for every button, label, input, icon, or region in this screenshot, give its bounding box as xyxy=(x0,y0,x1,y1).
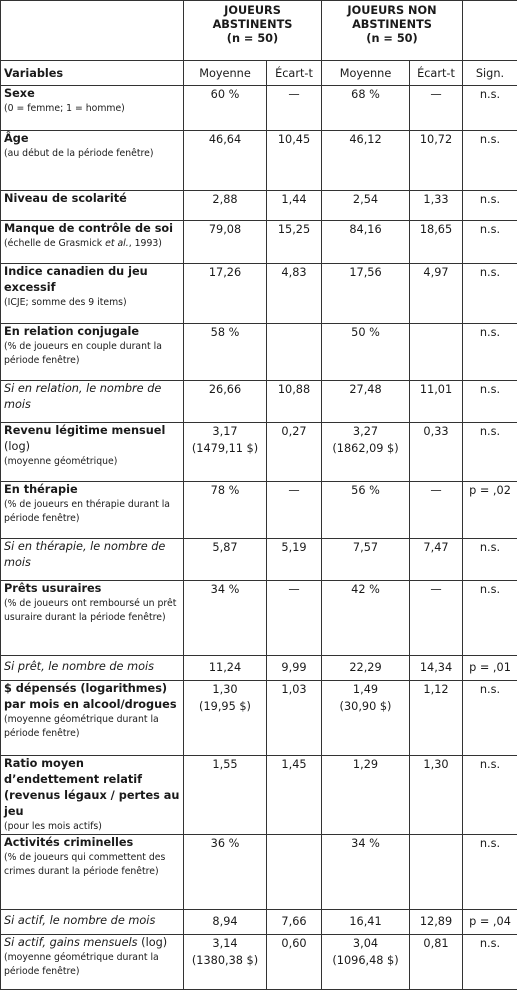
variable-name: Si actif, le nombre de mois xyxy=(4,913,180,929)
group-header-non-abstinents xyxy=(322,1,463,61)
variable-cell xyxy=(1,581,184,656)
significance: n.s. xyxy=(463,191,517,221)
mean-abstinents: 17,26 xyxy=(184,264,267,324)
variable-cell xyxy=(1,131,184,191)
sd-non-abstinents: 14,34 xyxy=(410,656,463,681)
significance: p = ,02 xyxy=(463,482,517,539)
variable-name: Prêts usuraires xyxy=(4,581,180,597)
mean-dollar-value: (1479,11 $) xyxy=(187,440,263,457)
table-row xyxy=(1,935,517,990)
sd-non-abstinents: 1,12 xyxy=(410,681,463,756)
variable-name: Si prêt, le nombre de mois xyxy=(4,659,180,675)
note-italic: et al. xyxy=(105,238,129,249)
mean-abstinents: 36 % xyxy=(184,835,267,910)
group-header-abstinents xyxy=(184,1,322,61)
mean-non-abstinents: 7,57 xyxy=(322,539,410,581)
header-sd-non-abstinents: Écart-t xyxy=(410,61,463,86)
significance: n.s. xyxy=(463,581,517,656)
variable-cell xyxy=(1,681,184,756)
sd-abstinents: 1,45 xyxy=(267,756,322,835)
variable-name xyxy=(4,423,180,455)
group-non-abstinents-line1: JOUEURS NON xyxy=(325,4,459,18)
mean-non-abstinents: 84,16 xyxy=(322,221,410,264)
significance: n.s. xyxy=(463,221,517,264)
variable-name-italic: Si actif, gains mensuels xyxy=(4,936,138,949)
mean-non-abstinents: 17,56 xyxy=(322,264,410,324)
variable-note: (au début de la période fenêtre) xyxy=(4,147,180,161)
significance: n.s. xyxy=(463,756,517,835)
header-mean-abstinents: Moyenne xyxy=(184,61,267,86)
variable-name: Si en relation, le nombre de mois xyxy=(4,381,180,413)
variable-note xyxy=(4,237,180,251)
variable-name xyxy=(4,935,180,951)
variable-cell xyxy=(1,910,184,935)
mean-abstinents xyxy=(184,681,267,756)
sd-abstinents: 4,83 xyxy=(267,264,322,324)
variable-cell xyxy=(1,656,184,681)
mean-non-abstinents: 68 % xyxy=(322,86,410,131)
mean-abstinents xyxy=(184,423,267,482)
mean-non-abstinents: 16,41 xyxy=(322,910,410,935)
empty-sig-header-cell xyxy=(463,1,517,61)
variable-note: (moyenne géométrique durant la période fenêtre) xyxy=(4,951,180,979)
mean-dollar-value: (30,90 $) xyxy=(325,698,406,715)
significance: n.s. xyxy=(463,86,517,131)
variable-cell xyxy=(1,835,184,910)
mean-non-abstinents: 1,29 xyxy=(322,756,410,835)
mean-dollar-value: (1380,38 $) xyxy=(187,952,263,969)
variable-cell xyxy=(1,264,184,324)
variable-name: Si en thérapie, le nombre de mois xyxy=(4,539,180,571)
variable-note: (pour les mois actifs) xyxy=(4,820,180,834)
mean-abstinents: 26,66 xyxy=(184,381,267,423)
variable-note: (0 = femme; 1 = homme) xyxy=(4,102,180,116)
group-non-abstinents-line2: ABSTINENTS xyxy=(325,18,459,32)
table-row xyxy=(1,423,517,482)
sd-abstinents: 1,03 xyxy=(267,681,322,756)
variable-cell xyxy=(1,191,184,221)
significance: n.s. xyxy=(463,681,517,756)
mean-non-abstinents: 22,29 xyxy=(322,656,410,681)
significance: n.s. xyxy=(463,131,517,191)
sd-non-abstinents xyxy=(410,324,463,381)
variable-note: (moyenne géométrique durant la période fenêtre) xyxy=(4,713,180,741)
significance: n.s. xyxy=(463,935,517,990)
variable-cell xyxy=(1,482,184,539)
mean-non-abstinents: 2,54 xyxy=(322,191,410,221)
variable-name: Ratio moyen d’endettement relatif (revenus légaux / pertes au jeu xyxy=(4,756,180,820)
mean-abstinents: 11,24 xyxy=(184,656,267,681)
sd-non-abstinents: 4,97 xyxy=(410,264,463,324)
sd-abstinents: 10,88 xyxy=(267,381,322,423)
variable-name: $ dépensés (logarithmes) par mois en alcool/drogues xyxy=(4,681,180,713)
mean-log-value: 1,49 xyxy=(325,681,406,698)
table-row xyxy=(1,86,517,131)
table-row xyxy=(1,756,517,835)
table-row xyxy=(1,221,517,264)
table-row xyxy=(1,324,517,381)
header-mean-non-abstinents: Moyenne xyxy=(322,61,410,86)
significance: n.s. xyxy=(463,264,517,324)
mean-abstinents: 34 % xyxy=(184,581,267,656)
sd-abstinents: 1,44 xyxy=(267,191,322,221)
variable-note: (ICJE; somme des 9 items) xyxy=(4,296,180,310)
sd-non-abstinents: — xyxy=(410,482,463,539)
variable-cell xyxy=(1,935,184,990)
mean-log-value: 3,14 xyxy=(187,935,263,952)
mean-dollar-value: (1096,48 $) xyxy=(325,952,406,969)
variable-name: Indice canadien du jeu excessif xyxy=(4,264,180,296)
table-row xyxy=(1,482,517,539)
group-abstinents-n: (n = 50) xyxy=(187,32,318,46)
variable-cell xyxy=(1,539,184,581)
sd-abstinents: 9,99 xyxy=(267,656,322,681)
table-row xyxy=(1,581,517,656)
mean-log-value: 3,27 xyxy=(325,423,406,440)
group-abstinents-line1: JOUEURS xyxy=(187,4,318,18)
column-header-row xyxy=(1,61,517,86)
variable-name: En thérapie xyxy=(4,482,180,498)
sd-abstinents xyxy=(267,835,322,910)
table-row xyxy=(1,656,517,681)
significance: n.s. xyxy=(463,381,517,423)
note-text: , 1993) xyxy=(129,238,162,249)
mean-non-abstinents xyxy=(322,935,410,990)
variable-cell xyxy=(1,221,184,264)
sd-non-abstinents xyxy=(410,835,463,910)
mean-non-abstinents: 50 % xyxy=(322,324,410,381)
mean-dollar-value: (1862,09 $) xyxy=(325,440,406,457)
sd-non-abstinents: — xyxy=(410,581,463,656)
significance: p = ,04 xyxy=(463,910,517,935)
table-row xyxy=(1,539,517,581)
sd-non-abstinents: 0,33 xyxy=(410,423,463,482)
group-non-abstinents-n: (n = 50) xyxy=(325,32,459,46)
mean-non-abstinents: 46,12 xyxy=(322,131,410,191)
mean-abstinents: 78 % xyxy=(184,482,267,539)
mean-abstinents: 79,08 xyxy=(184,221,267,264)
variable-note: (% de joueurs qui commettent des crimes durant la période fenêtre) xyxy=(4,851,180,879)
variable-cell xyxy=(1,381,184,423)
mean-non-abstinents xyxy=(322,681,410,756)
mean-abstinents: 2,88 xyxy=(184,191,267,221)
sd-abstinents: 10,45 xyxy=(267,131,322,191)
sd-non-abstinents: 11,01 xyxy=(410,381,463,423)
header-sd-abstinents: Écart-t xyxy=(267,61,322,86)
empty-corner-cell xyxy=(1,1,184,61)
variable-cell xyxy=(1,86,184,131)
variable-cell xyxy=(1,324,184,381)
variable-note: (moyenne géométrique) xyxy=(4,455,180,469)
group-header-row xyxy=(1,1,517,61)
mean-non-abstinents: 42 % xyxy=(322,581,410,656)
significance: p = ,01 xyxy=(463,656,517,681)
note-text: (échelle de Grasmick xyxy=(4,238,105,249)
table-row xyxy=(1,381,517,423)
mean-log-value: 3,04 xyxy=(325,935,406,952)
mean-log-value: 1,30 xyxy=(187,681,263,698)
variable-name-plain: (log) xyxy=(141,936,167,949)
variable-name: En relation conjugale xyxy=(4,324,180,340)
table-row xyxy=(1,131,517,191)
mean-non-abstinents: 27,48 xyxy=(322,381,410,423)
sd-abstinents: — xyxy=(267,482,322,539)
variable-note: (% de joueurs en couple durant la période fenêtre) xyxy=(4,340,180,368)
variable-cell xyxy=(1,756,184,835)
mean-abstinents: 5,87 xyxy=(184,539,267,581)
mean-abstinents: 8,94 xyxy=(184,910,267,935)
table-row xyxy=(1,835,517,910)
sd-non-abstinents: 1,33 xyxy=(410,191,463,221)
mean-non-abstinents: 34 % xyxy=(322,835,410,910)
sd-non-abstinents: 1,30 xyxy=(410,756,463,835)
significance: n.s. xyxy=(463,539,517,581)
group-abstinents-line2: ABSTINENTS xyxy=(187,18,318,32)
table-row xyxy=(1,191,517,221)
mean-abstinents xyxy=(184,935,267,990)
significance: n.s. xyxy=(463,324,517,381)
table-row xyxy=(1,681,517,756)
sd-abstinents: 15,25 xyxy=(267,221,322,264)
sd-non-abstinents: 7,47 xyxy=(410,539,463,581)
significance: n.s. xyxy=(463,835,517,910)
sd-abstinents: — xyxy=(267,86,322,131)
significance: n.s. xyxy=(463,423,517,482)
mean-abstinents: 1,55 xyxy=(184,756,267,835)
header-variables: Variables xyxy=(1,61,184,86)
sd-abstinents xyxy=(267,324,322,381)
variable-name: Niveau de scolarité xyxy=(4,191,180,207)
sd-non-abstinents: 12,89 xyxy=(410,910,463,935)
mean-log-value: 3,17 xyxy=(187,423,263,440)
mean-non-abstinents xyxy=(322,423,410,482)
sd-non-abstinents: 10,72 xyxy=(410,131,463,191)
sd-abstinents: 7,66 xyxy=(267,910,322,935)
variable-name-plain: (log) xyxy=(4,440,30,453)
variable-cell xyxy=(1,423,184,482)
variable-note: (% de joueurs ont remboursé un prêt usuraire durant la période fenêtre) xyxy=(4,597,180,625)
table-row xyxy=(1,910,517,935)
mean-dollar-value: (19,95 $) xyxy=(187,698,263,715)
sd-non-abstinents: 18,65 xyxy=(410,221,463,264)
sd-non-abstinents: 0,81 xyxy=(410,935,463,990)
sd-abstinents: — xyxy=(267,581,322,656)
sd-abstinents: 0,27 xyxy=(267,423,322,482)
header-significance: Sign. xyxy=(463,61,517,86)
mean-non-abstinents: 56 % xyxy=(322,482,410,539)
sd-non-abstinents: — xyxy=(410,86,463,131)
variable-name-bold: Revenu légitime mensuel xyxy=(4,424,165,437)
variable-name: Sexe xyxy=(4,86,180,102)
table-row xyxy=(1,264,517,324)
mean-abstinents: 58 % xyxy=(184,324,267,381)
sd-abstinents: 5,19 xyxy=(267,539,322,581)
variable-name: Âge xyxy=(4,131,180,147)
variable-name: Activités criminelles xyxy=(4,835,180,851)
variable-name: Manque de contrôle de soi xyxy=(4,221,180,237)
mean-abstinents: 46,64 xyxy=(184,131,267,191)
mean-abstinents: 60 % xyxy=(184,86,267,131)
variable-note: (% de joueurs en thérapie durant la période fenêtre) xyxy=(4,498,180,526)
sd-abstinents: 0,60 xyxy=(267,935,322,990)
